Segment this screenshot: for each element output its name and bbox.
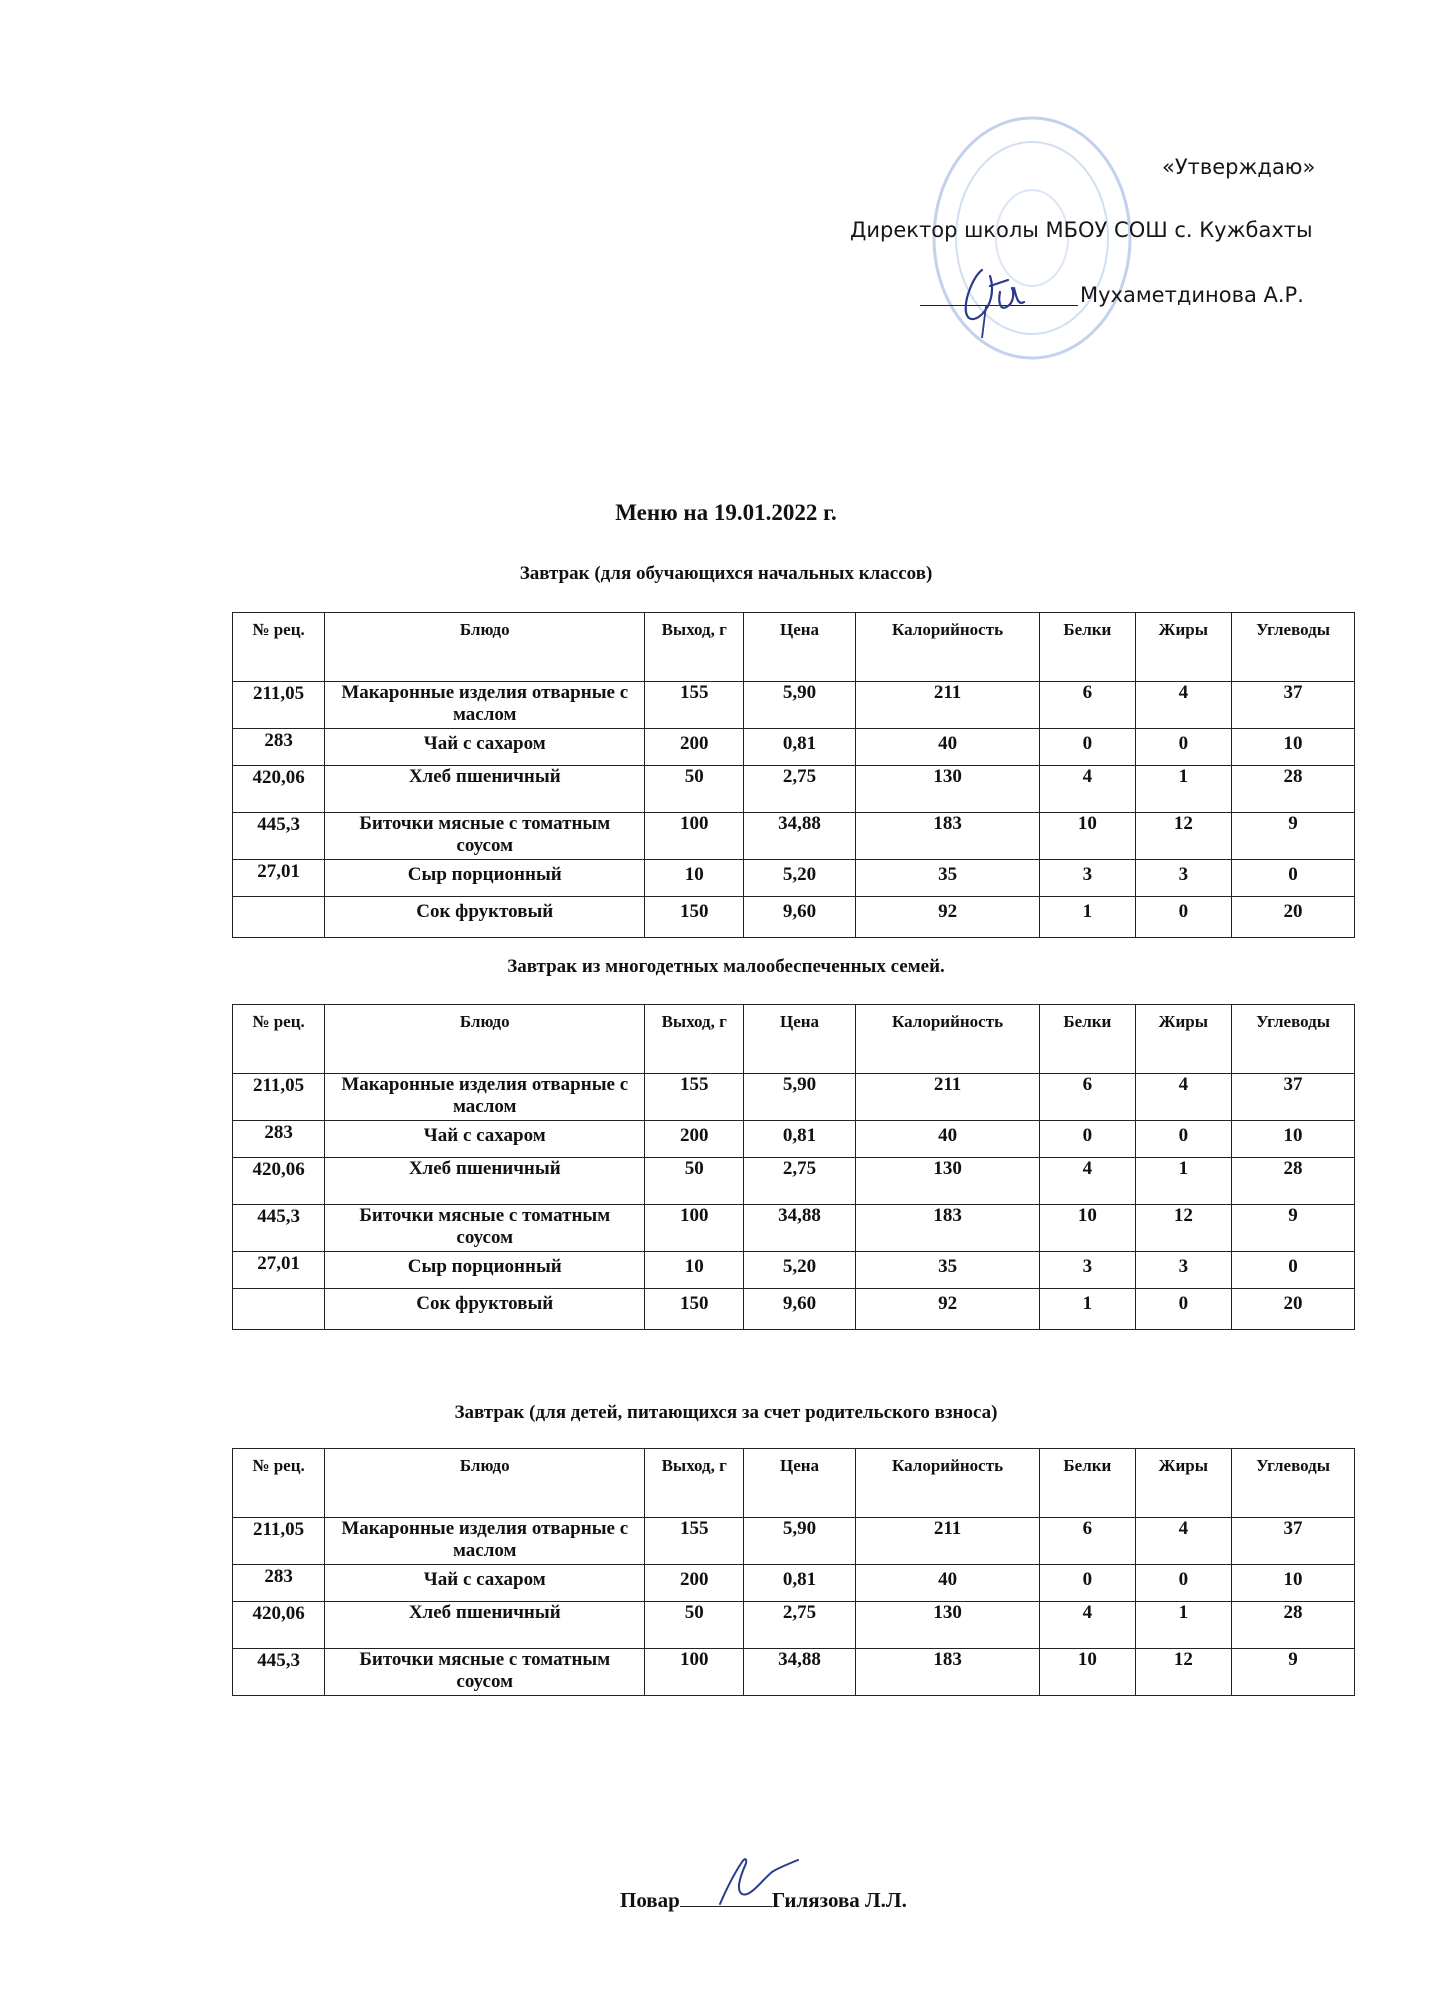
col-header: Калорийность [855, 613, 1039, 682]
recipe-number: 283 [233, 1565, 325, 1602]
price: 2,75 [744, 1158, 856, 1205]
portion: 200 [645, 729, 744, 766]
dish-name: Чай с сахаром [325, 1121, 645, 1158]
menu-table [232, 1448, 1355, 1696]
price: 5,20 [744, 860, 856, 897]
col-header: Углеводы [1232, 1005, 1355, 1074]
menu-table [232, 1004, 1355, 1330]
dish-name: Сок фруктовый [325, 1289, 645, 1330]
recipe-number: 445,3 [233, 1205, 325, 1252]
dish-name: Сок фруктовый [325, 897, 645, 938]
approve-label: «Утверждаю» [1162, 155, 1316, 179]
portion: 150 [645, 897, 744, 938]
proteins: 1 [1040, 1289, 1135, 1330]
recipe-number: 445,3 [233, 813, 325, 860]
calories: 40 [855, 1121, 1039, 1158]
col-header: Выход, г [645, 1005, 744, 1074]
calories: 130 [855, 1158, 1039, 1205]
proteins: 10 [1040, 1649, 1135, 1696]
portion: 155 [645, 682, 744, 729]
col-header: Блюдо [325, 1449, 645, 1518]
fats: 4 [1135, 1518, 1232, 1565]
carbs: 37 [1232, 1518, 1355, 1565]
proteins: 3 [1040, 860, 1135, 897]
price: 34,88 [744, 813, 856, 860]
carbs: 9 [1232, 1649, 1355, 1696]
portion: 155 [645, 1074, 744, 1121]
col-header: Выход, г [645, 613, 744, 682]
proteins: 10 [1040, 1205, 1135, 1252]
header-row [233, 1005, 1355, 1074]
table-row [233, 1565, 1355, 1602]
col-header: Блюдо [325, 1005, 645, 1074]
recipe-number: 445,3 [233, 1649, 325, 1696]
dish-name: Биточки мясные с томатным соусом [325, 813, 645, 860]
col-header: № рец. [233, 613, 325, 682]
dish-name: Чай с сахаром [325, 1565, 645, 1602]
fats: 0 [1135, 1121, 1232, 1158]
calories: 130 [855, 766, 1039, 813]
price: 34,88 [744, 1649, 856, 1696]
dish-name: Макаронные изделия отварные с маслом [325, 1074, 645, 1121]
fats: 12 [1135, 813, 1232, 860]
proteins: 6 [1040, 682, 1135, 729]
header-row [233, 1449, 1355, 1518]
table-row [233, 1289, 1355, 1330]
table-row [233, 1252, 1355, 1289]
director-position: Директор школы МБОУ СОШ с. Кужбахты [850, 218, 1313, 242]
price: 0,81 [744, 1121, 856, 1158]
cook-signature-line [680, 1906, 772, 1907]
carbs: 37 [1232, 682, 1355, 729]
price: 5,20 [744, 1252, 856, 1289]
proteins: 0 [1040, 1121, 1135, 1158]
recipe-number: 283 [233, 729, 325, 766]
director-name: Мухаметдинова А.Р. [1080, 283, 1304, 307]
table-row [233, 813, 1355, 860]
calories: 211 [855, 1074, 1039, 1121]
fats: 4 [1135, 1074, 1232, 1121]
price: 9,60 [744, 1289, 856, 1330]
carbs: 10 [1232, 729, 1355, 766]
fats: 4 [1135, 682, 1232, 729]
col-header: Цена [744, 1005, 856, 1074]
calories: 183 [855, 813, 1039, 860]
price: 9,60 [744, 897, 856, 938]
recipe-number: 211,05 [233, 1518, 325, 1565]
recipe-number: 27,01 [233, 860, 325, 897]
recipe-number [233, 1289, 325, 1330]
calories: 40 [855, 1565, 1039, 1602]
carbs: 20 [1232, 1289, 1355, 1330]
section-title: Завтрак (для обучающихся начальных классов) [519, 563, 933, 584]
proteins: 6 [1040, 1074, 1135, 1121]
price: 0,81 [744, 1565, 856, 1602]
dish-name: Макаронные изделия отварные с маслом [325, 1518, 645, 1565]
cook-label: Повар [620, 1888, 680, 1912]
page-title: Меню на 19.01.2022 г. [615, 500, 837, 525]
carbs: 28 [1232, 1158, 1355, 1205]
recipe-number: 211,05 [233, 682, 325, 729]
calories: 92 [855, 897, 1039, 938]
col-header: Жиры [1135, 613, 1232, 682]
section-title: Завтрак из многодетных малообеспеченных семей. [507, 956, 945, 977]
carbs: 28 [1232, 766, 1355, 813]
proteins: 4 [1040, 1602, 1135, 1649]
price: 34,88 [744, 1205, 856, 1252]
dish-name: Чай с сахаром [325, 729, 645, 766]
fats: 3 [1135, 1252, 1232, 1289]
dish-name: Биточки мясные с томатным соусом [325, 1649, 645, 1696]
price: 5,90 [744, 1518, 856, 1565]
section-title: Завтрак (для детей, питающихся за счет родительского взноса) [454, 1402, 998, 1423]
table-row [233, 1602, 1355, 1649]
portion: 100 [645, 1649, 744, 1696]
table-row [233, 1121, 1355, 1158]
calories: 130 [855, 1602, 1039, 1649]
col-header: Цена [744, 1449, 856, 1518]
dish-name: Сыр порционный [325, 1252, 645, 1289]
fats: 12 [1135, 1205, 1232, 1252]
dish-name: Хлеб пшеничный [325, 1602, 645, 1649]
proteins: 4 [1040, 766, 1135, 813]
carbs: 9 [1232, 1205, 1355, 1252]
header-row [233, 613, 1355, 682]
recipe-number: 420,06 [233, 1158, 325, 1205]
portion: 10 [645, 1252, 744, 1289]
carbs: 0 [1232, 860, 1355, 897]
calories: 211 [855, 1518, 1039, 1565]
calories: 40 [855, 729, 1039, 766]
fats: 1 [1135, 766, 1232, 813]
dish-name: Биточки мясные с томатным соусом [325, 1205, 645, 1252]
table-row [233, 1158, 1355, 1205]
col-header: Углеводы [1232, 613, 1355, 682]
col-header: Углеводы [1232, 1449, 1355, 1518]
calories: 35 [855, 860, 1039, 897]
col-header: Белки [1040, 1449, 1135, 1518]
fats: 0 [1135, 897, 1232, 938]
carbs: 9 [1232, 813, 1355, 860]
carbs: 28 [1232, 1602, 1355, 1649]
recipe-number [233, 897, 325, 938]
menu-table [232, 612, 1355, 938]
portion: 100 [645, 813, 744, 860]
table-row [233, 1518, 1355, 1565]
col-header: Цена [744, 613, 856, 682]
portion: 155 [645, 1518, 744, 1565]
cook-name: Гилязова Л.Л. [771, 1888, 907, 1912]
proteins: 3 [1040, 1252, 1135, 1289]
fats: 3 [1135, 860, 1232, 897]
table-row [233, 766, 1355, 813]
dish-name: Хлеб пшеничный [325, 766, 645, 813]
price: 2,75 [744, 1602, 856, 1649]
table-row [233, 860, 1355, 897]
carbs: 10 [1232, 1565, 1355, 1602]
recipe-number: 420,06 [233, 766, 325, 813]
price: 2,75 [744, 766, 856, 813]
portion: 200 [645, 1121, 744, 1158]
carbs: 10 [1232, 1121, 1355, 1158]
calories: 92 [855, 1289, 1039, 1330]
table-row [233, 682, 1355, 729]
recipe-number: 211,05 [233, 1074, 325, 1121]
price: 0,81 [744, 729, 856, 766]
calories: 183 [855, 1649, 1039, 1696]
col-header: № рец. [233, 1005, 325, 1074]
table-row [233, 1074, 1355, 1121]
dish-name: Хлеб пшеничный [325, 1158, 645, 1205]
col-header: Калорийность [855, 1449, 1039, 1518]
portion: 150 [645, 1289, 744, 1330]
proteins: 0 [1040, 1565, 1135, 1602]
fats: 0 [1135, 1565, 1232, 1602]
calories: 35 [855, 1252, 1039, 1289]
recipe-number: 27,01 [233, 1252, 325, 1289]
portion: 50 [645, 1158, 744, 1205]
col-header: Калорийность [855, 1005, 1039, 1074]
portion: 50 [645, 1602, 744, 1649]
col-header: Блюдо [325, 613, 645, 682]
director-signature [952, 262, 1042, 342]
portion: 100 [645, 1205, 744, 1252]
price: 5,90 [744, 1074, 856, 1121]
calories: 183 [855, 1205, 1039, 1252]
proteins: 10 [1040, 813, 1135, 860]
calories: 211 [855, 682, 1039, 729]
fats: 0 [1135, 729, 1232, 766]
col-header: Жиры [1135, 1005, 1232, 1074]
fats: 1 [1135, 1602, 1232, 1649]
col-header: Белки [1040, 1005, 1135, 1074]
fats: 1 [1135, 1158, 1232, 1205]
carbs: 0 [1232, 1252, 1355, 1289]
carbs: 37 [1232, 1074, 1355, 1121]
proteins: 6 [1040, 1518, 1135, 1565]
col-header: № рец. [233, 1449, 325, 1518]
col-header: Выход, г [645, 1449, 744, 1518]
dish-name: Макаронные изделия отварные с маслом [325, 682, 645, 729]
col-header: Жиры [1135, 1449, 1232, 1518]
fats: 12 [1135, 1649, 1232, 1696]
col-header: Белки [1040, 613, 1135, 682]
fats: 0 [1135, 1289, 1232, 1330]
portion: 50 [645, 766, 744, 813]
recipe-number: 283 [233, 1121, 325, 1158]
table-row [233, 1205, 1355, 1252]
table-row [233, 1649, 1355, 1696]
price: 5,90 [744, 682, 856, 729]
table-row [233, 897, 1355, 938]
proteins: 4 [1040, 1158, 1135, 1205]
proteins: 1 [1040, 897, 1135, 938]
carbs: 20 [1232, 897, 1355, 938]
cook-signature-block [620, 1888, 907, 1913]
dish-name: Сыр порционный [325, 860, 645, 897]
portion: 200 [645, 1565, 744, 1602]
portion: 10 [645, 860, 744, 897]
table-row [233, 729, 1355, 766]
recipe-number: 420,06 [233, 1602, 325, 1649]
proteins: 0 [1040, 729, 1135, 766]
